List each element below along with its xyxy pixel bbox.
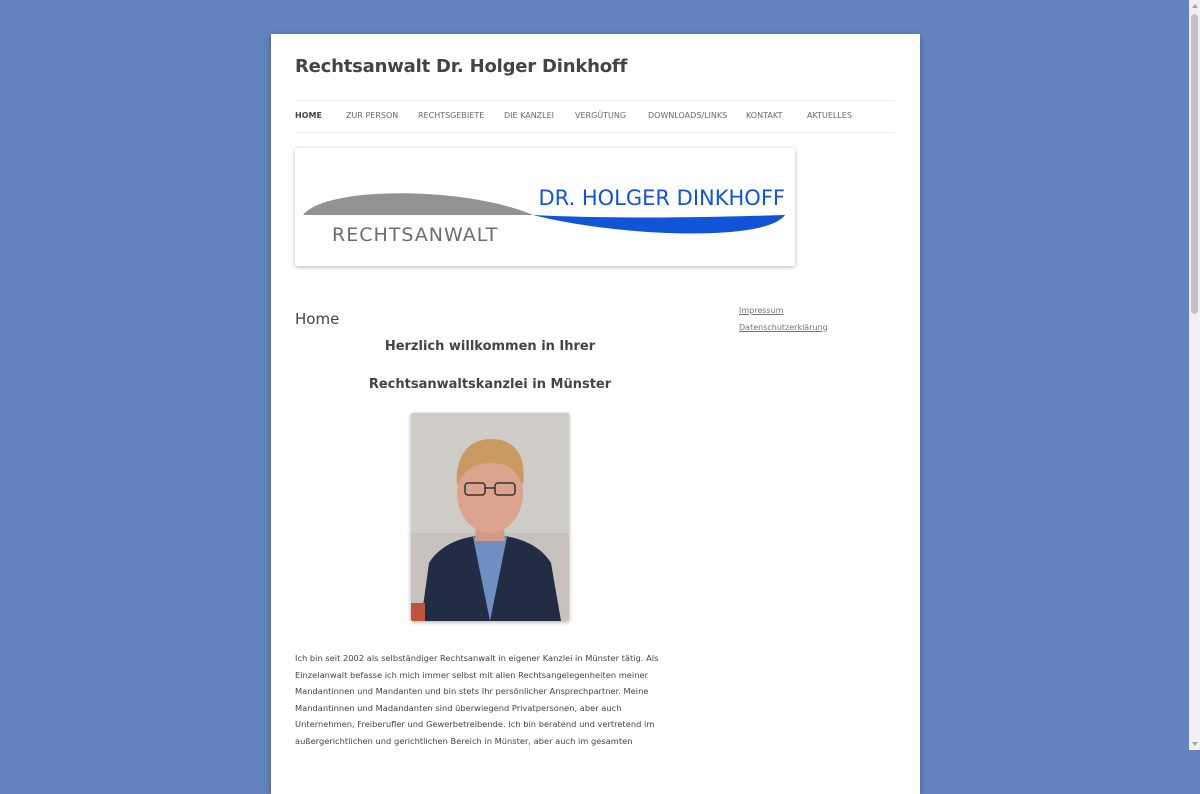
intro-text-line: Einzelanwalt befasse ich mich immer selbst mit allen Rechtsangelegenheiten meiner — [295, 669, 648, 680]
logo-gray-swoosh — [303, 193, 533, 215]
logo-blue-swoosh — [533, 215, 785, 233]
header-banner[interactable] — [295, 148, 795, 266]
lawyer-portrait — [411, 413, 569, 621]
intro-text-line: außergerichtlichen und gerichtlichen Bereich in Münster, aber auch im gesamten — [295, 735, 633, 746]
dinkhoff-logo — [295, 148, 795, 266]
nav-item-aktuelles[interactable]: AKTUELLES — [807, 111, 852, 120]
nav-item-verguetung[interactable]: VERGÜTUNG — [575, 111, 627, 120]
intro-text-line: Ich bin seit 2002 als selbständiger Rechtsanwalt in eigener Kanzlei in Münster tätig. Als — [295, 653, 659, 663]
sidebar-link-impressum[interactable]: Impressum — [739, 306, 784, 315]
site-title[interactable]: Rechtsanwalt Dr. Holger Dinkhoff — [295, 56, 628, 77]
page-title: Home — [295, 310, 340, 329]
logo-name-text: DR. HOLGER DINKHOFF — [538, 186, 785, 210]
portrait-photo-icon — [411, 413, 569, 621]
sidebar-link-datenschutz[interactable]: Datenschutzerklärung — [739, 322, 828, 332]
vertical-scrollbar[interactable] — [1189, 0, 1200, 750]
nav-item-downloads-links[interactable]: DOWNLOADS/LINKS — [648, 111, 728, 120]
scroll-down-icon[interactable] — [1192, 742, 1198, 746]
sidebar — [739, 303, 879, 336]
main-navigation — [295, 100, 895, 133]
intro-text-line: Unternehmen, Freiberufler und Gewerbetreibende. Ich bin beratend und vertretend im — [295, 719, 655, 729]
intro-text-line: Mandantinnen und Madandanten sind überwiegend Privatpersonen, aber auch — [295, 702, 622, 713]
nav-item-zur-person[interactable]: ZUR PERSON — [346, 111, 399, 120]
welcome-heading-line1: Herzlich willkommen in Ihrer — [384, 339, 596, 354]
page-container — [271, 34, 920, 794]
logo-profession-text: RECHTSANWALT — [332, 224, 499, 246]
nav-item-kontakt[interactable]: KONTAKT — [746, 111, 783, 120]
nav-item-rechtsgebiete[interactable]: RECHTSGEBIETE — [418, 111, 485, 120]
nav-item-die-kanzlei[interactable]: DIE KANZLEI — [504, 111, 555, 120]
intro-text — [295, 650, 675, 749]
scroll-up-icon[interactable] — [1192, 4, 1198, 8]
welcome-heading-line2: Rechtsanwaltskanzlei in Münster — [368, 377, 612, 392]
nav-item-home[interactable]: HOME — [295, 111, 322, 120]
scrollbar-thumb[interactable] — [1191, 14, 1198, 314]
intro-text-line: Mandantinnen und Mandanten und bin stets Ihr persönlicher Ansprechpartner. Meine — [295, 686, 649, 696]
